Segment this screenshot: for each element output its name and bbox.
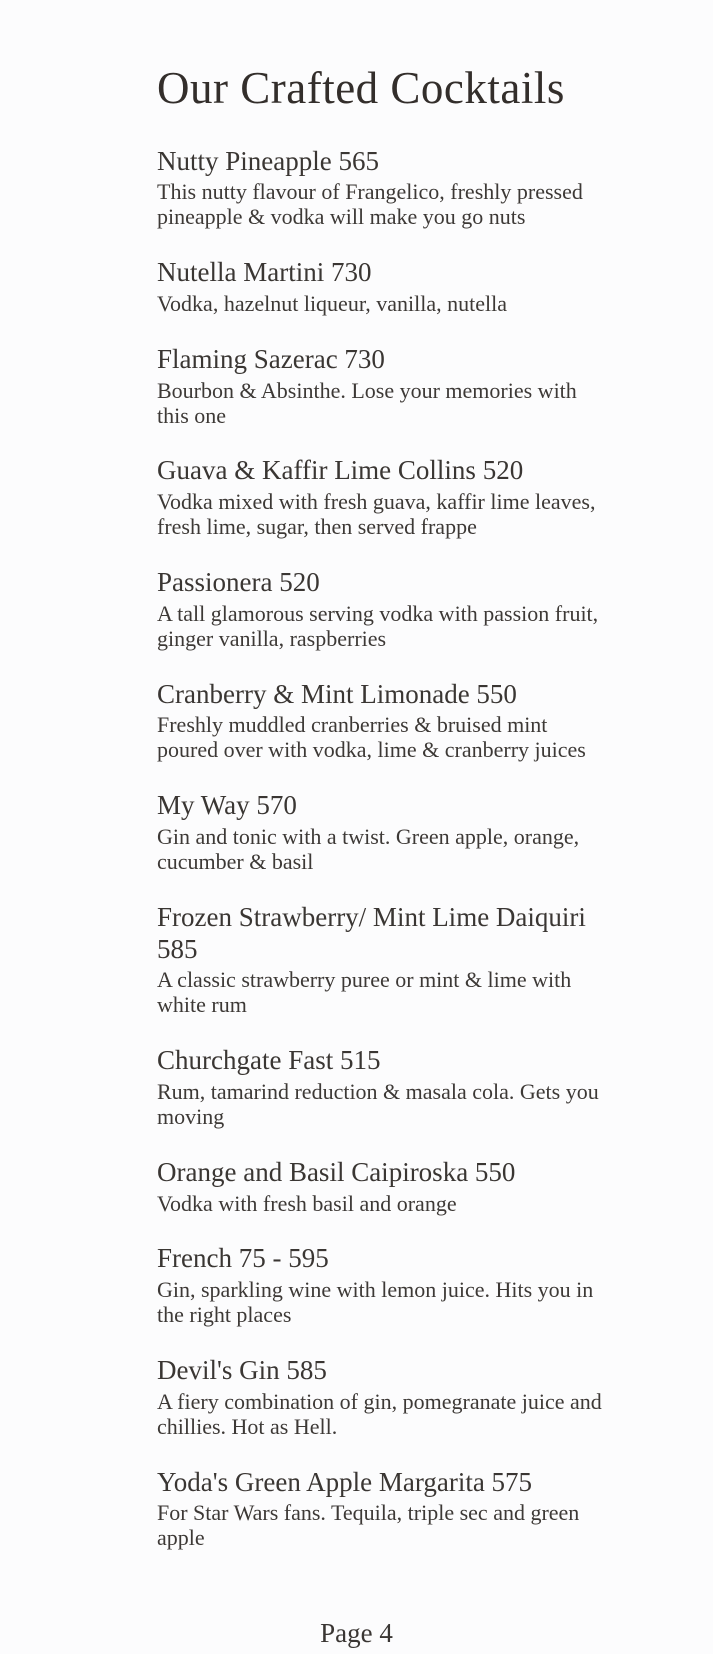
item-heading: Devil's Gin 585 [157,1355,327,1385]
menu-item [157,1157,607,1217]
menu-item [157,1045,607,1130]
menu-item [157,567,607,652]
item-heading: Guava & Kaffir Lime Collins 520 [157,455,524,486]
menu-item [157,146,607,231]
menu-item [157,679,607,764]
item-description: This nutty flavour of Frangelico, freshly pressed pineapple & vodka will make you go nuts [157,179,583,230]
menu-item [157,344,607,429]
menu-item [157,1355,607,1440]
menu-item [157,790,607,875]
menu-item [157,455,607,540]
item-heading: French 75 - 595 [157,1243,329,1274]
item-heading: Cranberry & Mint Limonade 550 [157,678,517,709]
menu-item [157,257,607,317]
item-description: A tall glamorous serving vodka with passion fruit, ginger vanilla, raspberries [157,600,599,651]
item-description: Gin and tonic with a twist. Green apple, orange, cucumber & basil [157,823,580,874]
item-description: Vodka with fresh basil and orange [157,1190,457,1216]
item-heading: Frozen Strawberry/ Mint Lime Daiquiri 585 [157,901,586,964]
item-heading: Yoda's Green Apple Margarita 575 [157,1466,533,1497]
item-heading: Orange and Basil Caipiroska 550 [157,1156,516,1187]
item-description: Vodka, hazelnut liqueur, vanilla, nutella [157,290,508,316]
item-heading: Churchgate Fast 515 [157,1045,381,1076]
item-description: Freshly muddled cranberries & bruised mint poured over with vodka, lime & cranberry juices [157,712,586,763]
item-heading: Flaming Sazerac 730 [157,343,385,374]
item-heading: Passionera 520 [157,566,320,597]
item-heading: Nutty Pineapple 565 [157,145,379,176]
item-heading: My Way 570 [157,790,297,821]
page-number: Page 4 [320,1618,393,1648]
menu-item [157,902,607,1018]
item-description: Bourbon & Absinthe. Lose your memories with this one [157,377,577,428]
item-description: A fiery combination of gin, pomegranate juice and chillies. Hot as Hell. [157,1388,602,1439]
item-heading: Nutella Martini 730 [157,257,372,288]
menu-item [157,1467,607,1552]
item-description: Gin, sparkling wine with lemon juice. Hits you in the right places [157,1277,594,1328]
item-description: For Star Wars fans. Tequila, triple sec and green apple [157,1500,580,1551]
page-title: Our Crafted Cocktails [157,63,565,113]
item-description: Rum, tamarind reduction & masala cola. Gets you moving [157,1078,599,1129]
menu-item [157,1243,607,1328]
item-description: Vodka mixed with fresh guava, kaffir lime leaves, fresh lime, sugar, then served frappe [157,489,596,540]
item-description: A classic strawberry puree or mint & lime with white rum [157,967,572,1018]
